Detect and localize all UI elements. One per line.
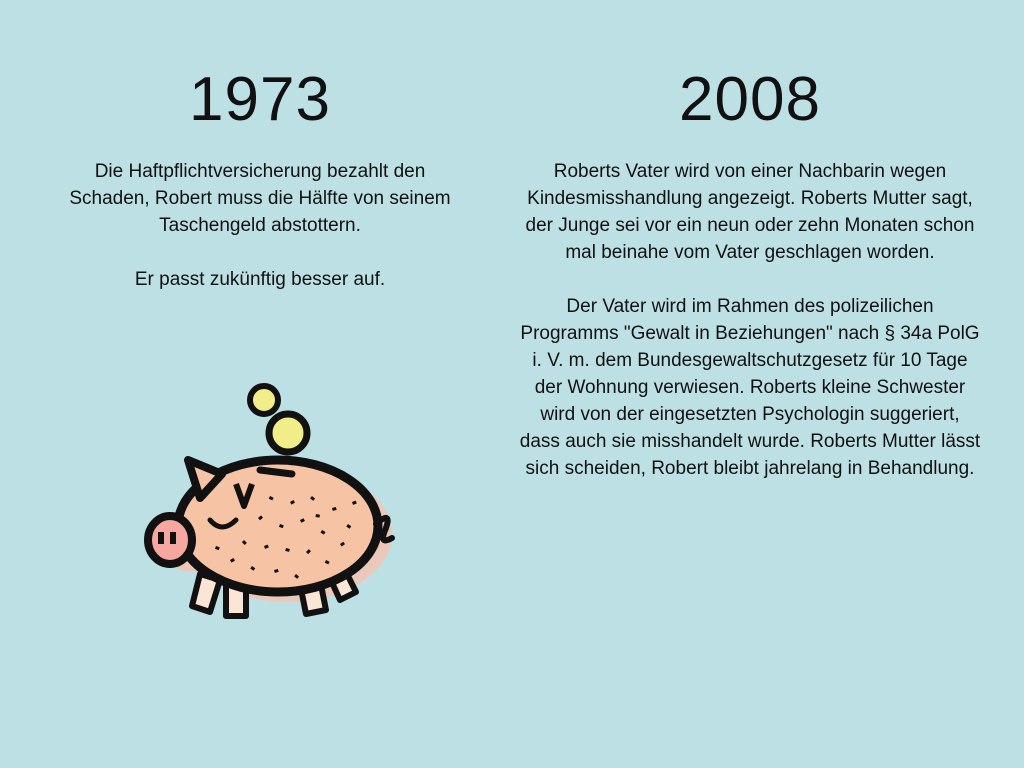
piggy-bank-icon	[140, 378, 400, 628]
paragraph: Der Vater wird im Rahmen des polizeilichen Programms "Gewalt in Beziehungen" nach § 34a PolG i. V. m. dem Bundesgewaltschutzgesetz für 10 Tage der Wohnung verwiesen. Roberts kleine Schwester wird von der eingesetzten Psychologin suggeriert, dass auch sie misshandelt wurde. Roberts Mutter lässt sich scheiden, Robert bleibt jahrelang in Behandlung.	[519, 296, 981, 479]
paragraph: Roberts Vater wird von einer Nachbarin wegen Kindesmisshandlung angezeigt. Roberts Mutter sagt, der Junge sei vor ein neun oder zehn Monaten schon mal beinahe vom Vater geschlagen worden.	[525, 161, 975, 263]
year-heading-2008: 2008	[679, 65, 821, 134]
column-2008	[518, 0, 982, 482]
paragraph: Er passt zukünftig besser auf.	[134, 269, 386, 290]
column-1973	[60, 0, 460, 293]
text-1973	[60, 158, 460, 293]
text-2008	[518, 158, 982, 482]
year-heading-1973: 1973	[189, 65, 331, 134]
paragraph: Die Haftpflichtversicherung bezahlt den Schaden, Robert muss die Hälfte von seinem Taschengeld abstottern.	[69, 161, 451, 236]
